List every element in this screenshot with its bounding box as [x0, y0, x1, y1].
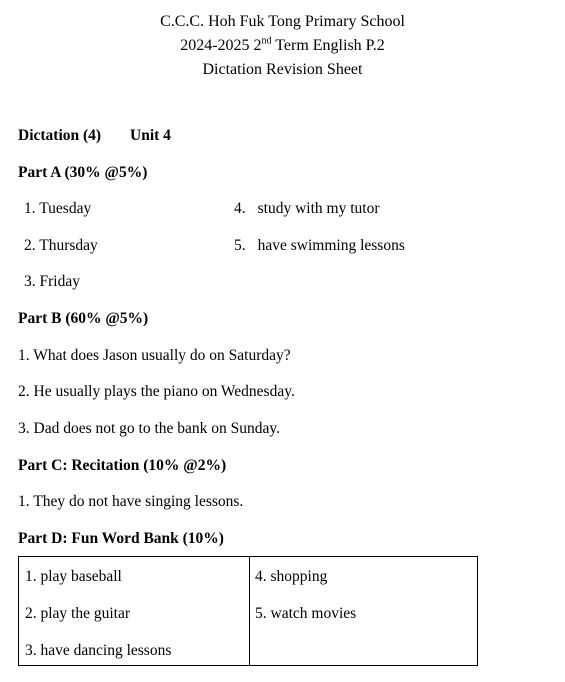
school-name: C.C.C. Hoh Fuk Tong Primary School: [160, 13, 405, 30]
term-line: [0, 37, 565, 55]
item-text: Friday: [39, 273, 80, 290]
term-subject: Term English P.2: [271, 37, 385, 54]
part-c-heading: Part C: Recitation (10% @2%): [18, 457, 227, 474]
column-divider: [249, 557, 250, 665]
part-b-item: 3. Dad does not go to the bank on Sunday.: [18, 420, 281, 437]
sheet-title: Dictation Revision Sheet: [202, 61, 363, 78]
word-bank-item: 4. shopping: [255, 568, 328, 585]
item-text: have swimming lessons: [257, 237, 405, 254]
item-text: Thursday: [39, 237, 98, 254]
part-c-item: 1. They do not have singing lessons.: [18, 493, 244, 510]
part-d-heading: Part D: Fun Word Bank (10%): [18, 530, 224, 547]
part-b-item: 1. What does Jason usually do on Saturday?: [18, 347, 291, 364]
part-a-item: [24, 200, 91, 218]
term-ordinal-suffix: nd: [261, 35, 272, 47]
part-a-heading: Part A (30% @5%): [18, 164, 148, 181]
part-a-item: [24, 273, 80, 291]
unit-label: Unit 4: [130, 127, 171, 144]
part-b-item: 2. He usually plays the piano on Wednesday.: [18, 383, 295, 400]
item-number: 2.: [24, 237, 36, 254]
part-b-heading: Part B (60% @5%): [18, 310, 149, 327]
word-bank-item: 5. watch movies: [255, 605, 357, 622]
item-number: 1.: [24, 200, 36, 217]
item-text: Tuesday: [39, 200, 92, 217]
item-text: study with my tutor: [257, 200, 380, 217]
dictation-label: Dictation (4): [18, 127, 102, 144]
part-a-item: [234, 200, 379, 218]
word-bank-item: 2. play the guitar: [25, 605, 131, 622]
term-year: 2024-2025 2: [180, 37, 262, 54]
item-number: 4.: [234, 200, 246, 217]
word-bank-table: [18, 556, 478, 666]
item-number: 5.: [234, 237, 246, 254]
word-bank-item: 1. play baseball: [25, 568, 122, 585]
word-bank-item: 3. have dancing lessons: [25, 642, 172, 659]
part-a-item: [24, 237, 98, 255]
item-number: 3.: [24, 273, 36, 290]
part-a-item: [234, 237, 405, 255]
